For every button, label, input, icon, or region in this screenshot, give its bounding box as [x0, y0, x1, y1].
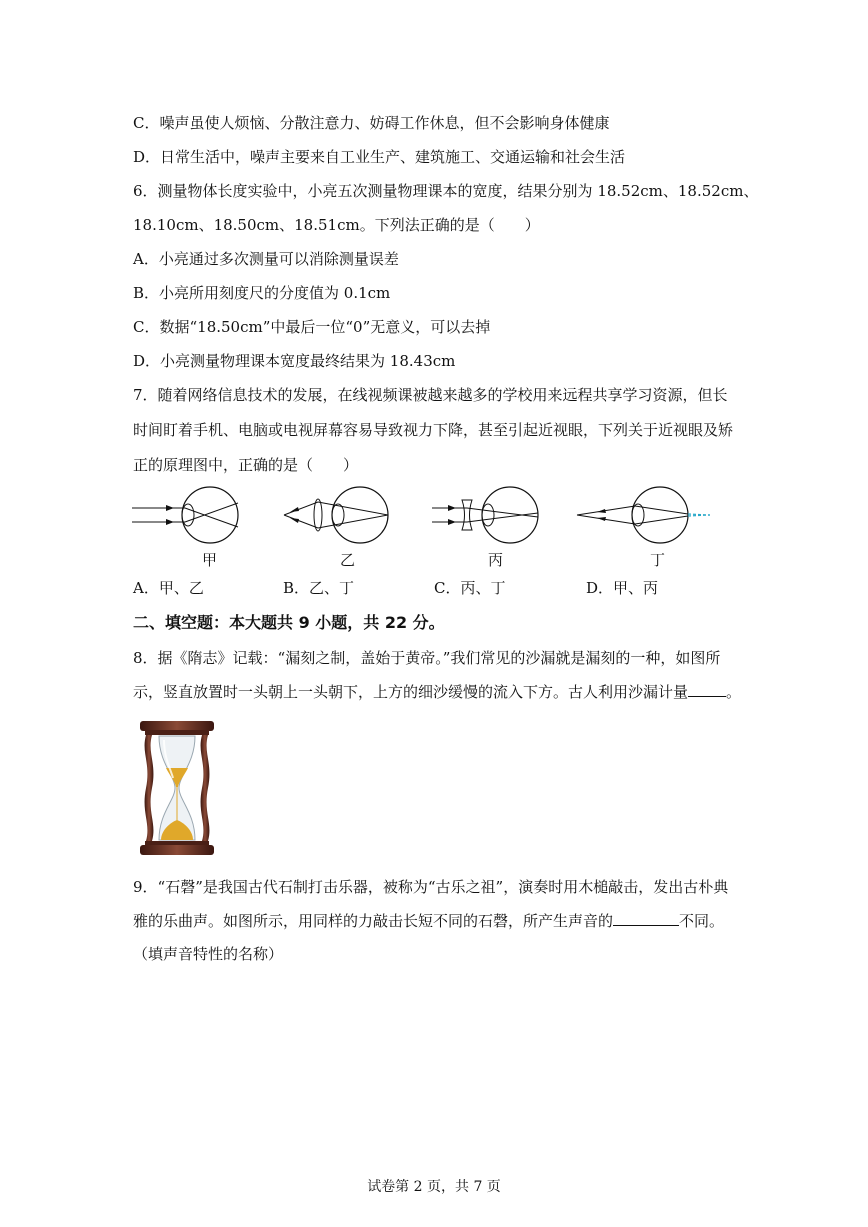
hourglass-image — [137, 718, 217, 858]
q6-option-c: C．数据“18.50cm”中最后一位“0”无意义，可以去掉 — [133, 318, 491, 336]
q7-stem-line3: 正的原理图中，正确的是（ ） — [133, 456, 359, 474]
page-footer: 试卷第 2 页，共 7 页 — [367, 1179, 501, 1195]
q9-answer-blank — [613, 911, 679, 926]
q9-line1: 9．“石磬”是我国古代石制打击乐器，被称为“古乐之祖”，演奏时用木槌敲击，发出古朴典 — [133, 878, 729, 896]
q8-line2 — [133, 682, 741, 702]
section-heading: 二、填空题：本大题共 9 小题，共 22 分。 — [133, 613, 445, 632]
q9-line2 — [133, 911, 724, 931]
q5-option-c: C．噪声虽使人烦恼、分散注意力、妨碍工作休息，但不会影响身体健康 — [133, 114, 610, 132]
eye-diagram-bing — [430, 480, 550, 550]
q7-option-a: A．甲、乙 — [133, 579, 204, 597]
q5-option-d: D．日常生活中，噪声主要来自工业生产、建筑施工、交通运输和社会生活 — [133, 148, 626, 166]
eye-diagram-yi — [280, 480, 410, 550]
q8-line1: 8．据《隋志》记载：“漏刻之制，盖始于黄帝。”我们常见的沙漏就是漏刻的一种，如图所 — [133, 649, 721, 667]
q9-line2-text: 雅的乐曲声。如图所示，用同样的力敲击长短不同的石磬，所产生声音的 — [133, 912, 614, 930]
q7-option-b: B．乙、丁 — [283, 579, 355, 597]
q6-option-a: A．小亮通过多次测量可以消除测量误差 — [133, 250, 399, 268]
q7-stem-line2: 时间盯着手机、电脑或电视屏幕容易导致视力下降，甚至引起近视眼，下列关于近视眼及矫 — [133, 421, 734, 439]
q6-option-b: B．小亮所用刻度尺的分度值为 0.1cm — [133, 284, 391, 302]
eye-diagram-jia — [130, 480, 250, 550]
q8-line2-text: 示，竖直放置时一头朝上一头朝下，上方的细沙缓慢的流入下方。古人利用沙漏计量 — [133, 683, 689, 701]
q6-stem-line2: 18.10cm、18.50cm、18.51cm。下列法正确的是（ ） — [133, 216, 540, 234]
q8-line2-end: 。 — [726, 683, 742, 701]
q9-line3: （填声音特性的名称） — [133, 945, 284, 963]
q6-option-d: D．小亮测量物理课本宽度最终结果为 18.43cm — [133, 352, 456, 370]
q8-answer-blank — [688, 682, 726, 697]
diagram-label-yi: 乙 — [340, 551, 356, 569]
q7-option-d: D．甲、丙 — [586, 579, 659, 597]
diagram-label-bing: 丙 — [488, 551, 504, 569]
q9-line2-end: 不同。 — [679, 912, 725, 930]
eye-diagram-ding — [575, 480, 715, 550]
diagram-label-ding: 丁 — [650, 551, 666, 569]
q6-stem-line1: 6．测量物体长度实验中，小亮五次测量物理课本的宽度，结果分别为 18.52cm、18.52cm、 — [133, 182, 759, 200]
diagram-label-jia: 甲 — [202, 551, 218, 569]
q7-option-c: C．丙、丁 — [434, 579, 506, 597]
q7-stem-line1: 7．随着网络信息技术的发展，在线视频课被越来越多的学校用来远程共享学习资源，但长 — [133, 386, 728, 404]
